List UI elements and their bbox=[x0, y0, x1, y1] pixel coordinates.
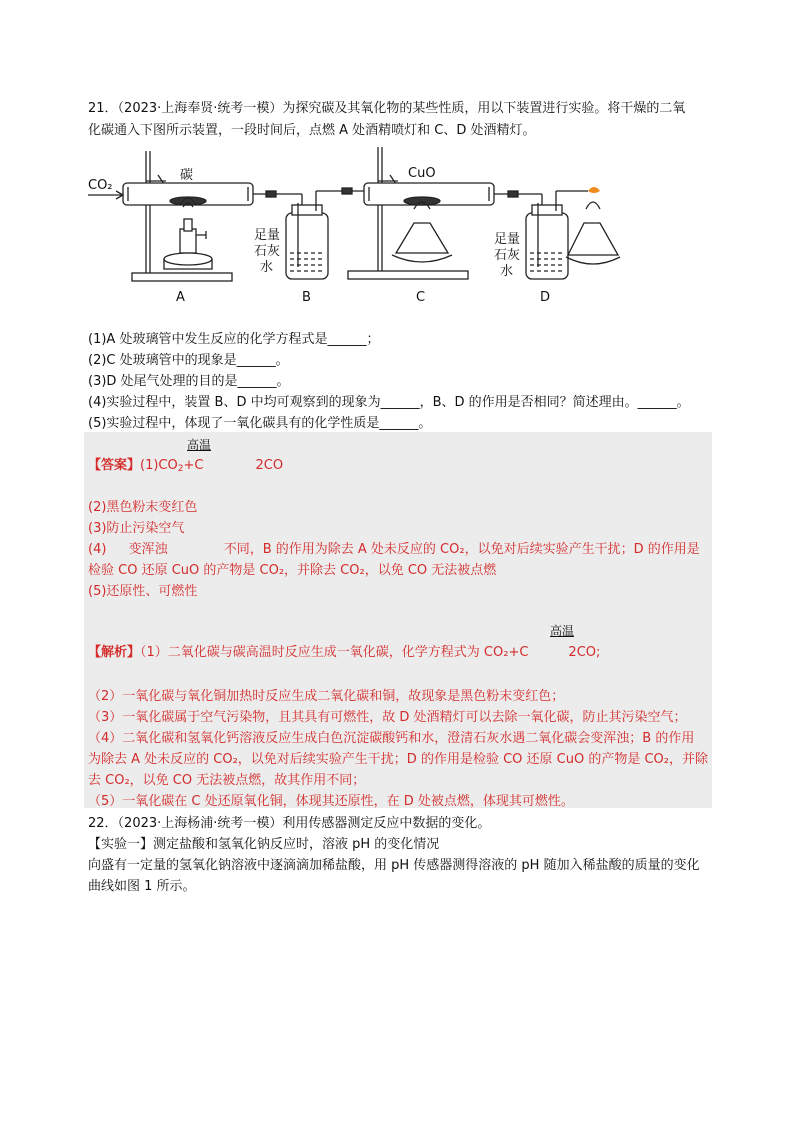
analysis-1-post: 2CO; bbox=[568, 645, 601, 660]
label-b: B bbox=[302, 290, 311, 305]
q21-intro-line1: 21．（2023·上海奉贤·统考一模）为探究碳及其氧化物的某些性质，用以下装置进行实验。将干燥的二氧 bbox=[88, 101, 686, 116]
cuo-label: CuO bbox=[408, 166, 436, 181]
analysis-1-text: （1）二氧化碳与碳高温时反应生成一氧化碳，化学方程式为 CO₂+C bbox=[140, 645, 529, 660]
q21-question-5: (5)实验过程中，体现了一氧化碳具有的化学性质是______。 bbox=[88, 416, 432, 431]
q21-question-3: (3)D 处尾气处理的目的是______。 bbox=[88, 374, 290, 389]
analysis-label: 【解析】 bbox=[88, 645, 141, 660]
answer-1-post: 2CO bbox=[255, 458, 284, 473]
q22-line1: 22．（2023·上海杨浦·统考一模）利用传感器测定反应中数据的变化。 bbox=[88, 816, 491, 831]
flame-icon bbox=[588, 187, 600, 193]
limewater-d-3: 水 bbox=[500, 264, 514, 279]
q22-line3: 向盛有一定量的氢氧化钠溶液中逐滴滴加稀盐酸，用 pH 传感器测得溶液的 pH 随加入稀盐酸的质量的变化 bbox=[88, 858, 700, 873]
q22-line2: 【实验一】测定盐酸和氢氧化钠反应时，溶液 pH 的变化情况 bbox=[88, 837, 440, 852]
limewater-d-1: 足量 bbox=[494, 232, 521, 247]
label-a: A bbox=[176, 290, 185, 305]
analysis-4-line2: 为除去 A 处未反应的 CO₂，以免对后续实验产生干扰；D 的作用是检验 CO 还原 CuO 的产物是 CO₂，并除 bbox=[88, 752, 708, 767]
answer-2: (2)黑色粉末变红色 bbox=[88, 500, 198, 515]
answer-1-pre: (1)CO bbox=[140, 458, 178, 473]
label-c: C bbox=[416, 290, 426, 305]
limewater-b-2: 石灰 bbox=[254, 244, 281, 259]
analysis-4-line1: （4）二氧化碳和氢氧化钙溶液反应生成白色沉淀碳酸钙和水，澄清石灰水遇二氧化碳会变浑浊；B 的作用 bbox=[88, 731, 695, 746]
analysis-line-1 bbox=[88, 643, 600, 663]
carbon-label: 碳 bbox=[180, 168, 194, 183]
q22-line4: 曲线如图 1 所示。 bbox=[88, 879, 196, 894]
answer-4-line2: 检验 CO 还原 CuO 的产物是 CO₂，并除去 CO₂，以免 CO 无法被点燃 bbox=[88, 563, 497, 578]
q21-question-2: (2)C 处玻璃管中的现象是______。 bbox=[88, 353, 289, 368]
analysis-3: （3）一氧化碳属于空气污染物，且其具有可燃性，故 D 处酒精灯可以去除一氧化碳，防止其污染空气； bbox=[88, 710, 687, 725]
limewater-d-2: 石灰 bbox=[494, 248, 521, 263]
q21-question-1: (1)A 处玻璃管中发生反应的化学方程式是______； bbox=[88, 332, 380, 347]
analysis-5: （5）一氧化碳在 C 处还原氧化铜，体现其还原性，在 D 处被点燃，体现其可燃性。 bbox=[88, 794, 574, 809]
answer-4-num: (4) bbox=[88, 542, 107, 557]
answer-1-mid: +C bbox=[183, 458, 204, 473]
co2-label: CO₂ bbox=[88, 178, 113, 193]
limewater-b-3: 水 bbox=[260, 260, 274, 275]
answer-condition: 高温 bbox=[187, 438, 212, 452]
answer-4-line1 bbox=[88, 540, 700, 560]
answer-5: (5)还原性、可燃性 bbox=[88, 584, 198, 599]
q21-intro-line2: 化碳通入下图所示装置，一段时间后，点燃 A 处酒精喷灯和 C、D 处酒精灯。 bbox=[88, 123, 536, 138]
analysis-condition: 高温 bbox=[550, 624, 575, 638]
answer-4-phenomenon: 变浑浊 bbox=[128, 542, 168, 557]
limewater-b-1: 足量 bbox=[254, 228, 281, 243]
answer-3: (3)防止污染空气 bbox=[88, 521, 185, 536]
answer-label: 【答案】 bbox=[88, 458, 141, 473]
q21-question-4: (4)实验过程中，装置 B、D 中均可观察到的现象为______，B、D 的作用是否相同？简述理由。______。 bbox=[88, 395, 690, 410]
analysis-2: （2）一氧化碳与氧化铜加热时反应生成二氧化碳和铜，故现象是黑色粉末变红色； bbox=[88, 689, 565, 704]
label-d: D bbox=[540, 290, 551, 305]
answer-4-text: 不同，B 的作用为除去 A 处未反应的 CO₂，以免对后续实验产生干扰；D 的作用是 bbox=[223, 542, 700, 557]
apparatus-figure bbox=[88, 143, 648, 308]
analysis-4-line3: 去 CO₂，以免 CO 无法被点燃，故其作用不同； bbox=[88, 773, 366, 788]
answer-line-1: 【答案】$(1)CO_2+C$ 2CO bbox=[88, 458, 284, 474]
